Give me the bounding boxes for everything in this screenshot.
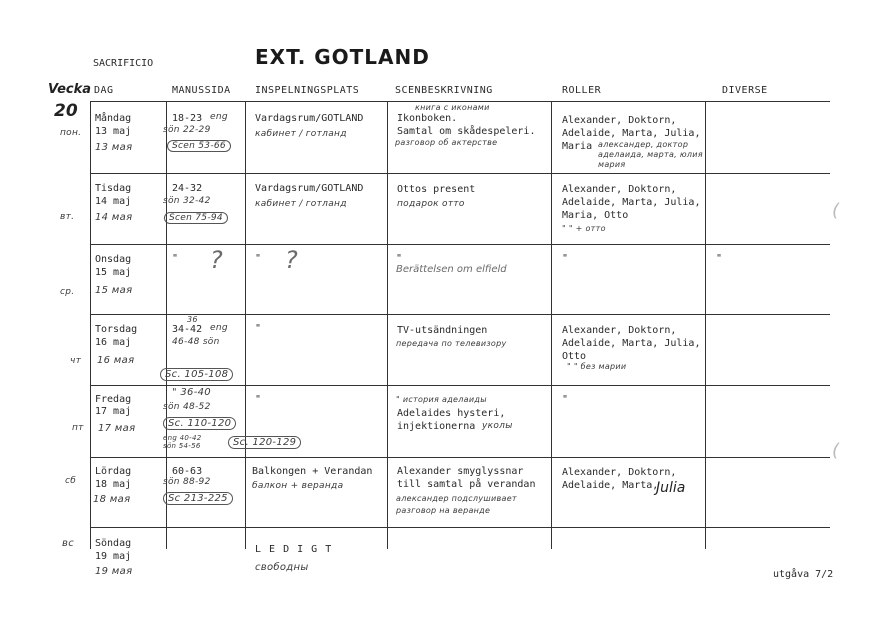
week-label: Vecka: [48, 82, 92, 97]
scene-typed: TV-utsändningen: [397, 325, 488, 336]
question-mark: ?: [210, 246, 223, 274]
day-date: 14 maj: [95, 196, 132, 207]
location-typed: Vardagsrum/GOTLAND: [255, 183, 364, 194]
pages-note: eng: [210, 112, 228, 122]
edge-mark: (: [832, 200, 840, 221]
day-date: 19 maj: [95, 551, 132, 562]
pages-handwritten: sön 48-52: [163, 402, 211, 412]
script-pages: 34-42: [172, 324, 203, 335]
scene-ru: разговор об актерстве: [395, 138, 498, 147]
location-typed: ": [255, 253, 262, 264]
scene-typed: Adelaides hysteri, injektionerna: [397, 408, 506, 432]
day-date: 17 maj: [95, 406, 132, 417]
edition-label: utgåva 7/2: [773, 569, 834, 580]
scenes-circled: Scen 53-66: [167, 140, 231, 152]
ru-date: 18 мая: [93, 494, 131, 505]
roles-typed: ": [562, 394, 569, 405]
day-name: Torsdag: [95, 324, 138, 335]
day-name: Onsdag: [95, 254, 132, 265]
scene-ru: передача по телевизору: [396, 339, 507, 348]
col-header-day: DAG: [94, 85, 114, 96]
day-date: 15 maj: [95, 267, 132, 278]
script-pages: 60-63: [172, 466, 203, 477]
script-pages: 24-32: [172, 183, 203, 194]
production-name: SACRIFICIO: [93, 58, 154, 69]
day-name: Måndag: [95, 113, 132, 124]
ru-weekday: чт: [70, 356, 82, 366]
col-header-scene: SCENBESKRIVNING: [395, 85, 493, 96]
question-mark: ?: [285, 246, 298, 274]
ru-date: 13 мая: [95, 142, 133, 153]
day-name: Tisdag: [95, 183, 132, 194]
day-name: Fredag: [95, 394, 132, 405]
scene-ru: подарок отто: [397, 199, 465, 209]
day-name: Söndag: [95, 538, 132, 549]
location-typed: L E D I G T: [255, 544, 333, 555]
scene-typed: Ikonboken. Samtal om skådespeleri.: [397, 113, 536, 137]
location-typed: ": [255, 323, 262, 334]
location-ru: свободны: [255, 562, 309, 573]
roles-typed: ": [562, 253, 569, 264]
scene-pencil-note: Berättelsen om elfield: [396, 264, 507, 275]
week-number: 20: [54, 101, 78, 121]
misc: ": [716, 253, 723, 264]
col-header-script-pages: MANUSSIDA: [172, 85, 231, 96]
pages-handwritten: 46-48 sön: [172, 337, 220, 347]
roles-ru: " " без марии: [567, 362, 627, 371]
scene-ru: уколы: [482, 421, 513, 431]
location-title: EXT. GOTLAND: [255, 45, 430, 69]
location-typed: ": [255, 394, 262, 405]
scenes-circled: Sc 213-225: [163, 492, 233, 505]
roles-typed: Alexander, Doktorn, Adelaide, Marta, Julia, Otto: [562, 325, 701, 362]
ru-date: 15 мая: [95, 285, 133, 296]
day-date: 16 maj: [95, 337, 132, 348]
pages-handwritten: sön 32-42: [163, 196, 211, 206]
day-date: 13 maj: [95, 126, 132, 137]
ru-date: 19 мая: [95, 566, 133, 577]
roles-typed: Alexander, Doktorn, Adelaide, Marta, Julia, Maria: [562, 115, 701, 152]
script-pages: ": [172, 253, 179, 264]
ru-weekday: ср.: [60, 287, 75, 297]
ru-weekday: сб: [65, 476, 77, 486]
location-ru: кабинет / готланд: [255, 199, 347, 209]
scenes-circled-2: Sc. 120-129: [228, 436, 301, 449]
ru-weekday: пт: [72, 423, 84, 433]
day-name: Lördag: [95, 466, 132, 477]
ru-weekday: пон.: [60, 128, 82, 138]
pages-handwritten: sön 88-92: [163, 477, 211, 487]
col-header-location: INSPELNINGSPLATS: [255, 85, 360, 96]
pages-correction: 36: [187, 315, 198, 324]
script-pages: 18-23: [172, 113, 203, 124]
ru-date: 17 мая: [98, 423, 136, 434]
edge-mark: (: [832, 440, 840, 461]
scenes-circled: Sc. 110-120: [163, 417, 236, 430]
scene-typed: ": [396, 253, 403, 264]
col-header-roles: ROLLER: [562, 85, 602, 96]
scenes-circled: Sc. 105-108: [160, 368, 233, 381]
scene-ru: александер подслушивает разговор на веранде: [396, 494, 517, 515]
pages-note: eng: [210, 323, 228, 333]
day-date: 18 maj: [95, 479, 132, 490]
location-ru: кабинет / готланд: [255, 129, 347, 139]
ru-weekday: вт.: [60, 212, 75, 222]
scene-ru-top: " история аделаиды: [396, 395, 487, 404]
script-pages: " 36-40: [172, 387, 211, 398]
location-ru: балкон + веранда: [252, 481, 344, 491]
pages-handwritten: sön 22-29: [163, 125, 211, 135]
ru-date: 14 мая: [95, 212, 133, 223]
roles-ru: александер, доктор аделаида, марта, юлия мария: [598, 140, 703, 169]
roles-typed: Alexander, Doktorn, Adelaide, Marta,: [562, 467, 677, 491]
ru-date: 16 мая: [97, 355, 135, 366]
roles-typed: Alexander, Doktorn, Adelaide, Marta, Julia, Maria, Otto: [562, 184, 701, 221]
scene-typed: Alexander smyglyssnar till samtal på verandan: [397, 466, 536, 490]
col-header-misc: DIVERSE: [722, 85, 768, 96]
pages-handwritten-2: eng 40-42 sön 54-56: [163, 434, 202, 450]
scene-ru-top: книга с иконами: [415, 103, 490, 112]
ru-weekday: вс: [62, 538, 74, 549]
scenes-circled: Scen 75-94: [164, 212, 228, 224]
location-typed: Balkongen + Verandan: [252, 466, 373, 477]
location-typed: Vardagsrum/GOTLAND: [255, 113, 364, 124]
roles-handwritten: Julia: [656, 480, 686, 496]
scene-typed: Ottos present: [397, 184, 476, 195]
roles-ru: " " + отто: [562, 224, 606, 233]
